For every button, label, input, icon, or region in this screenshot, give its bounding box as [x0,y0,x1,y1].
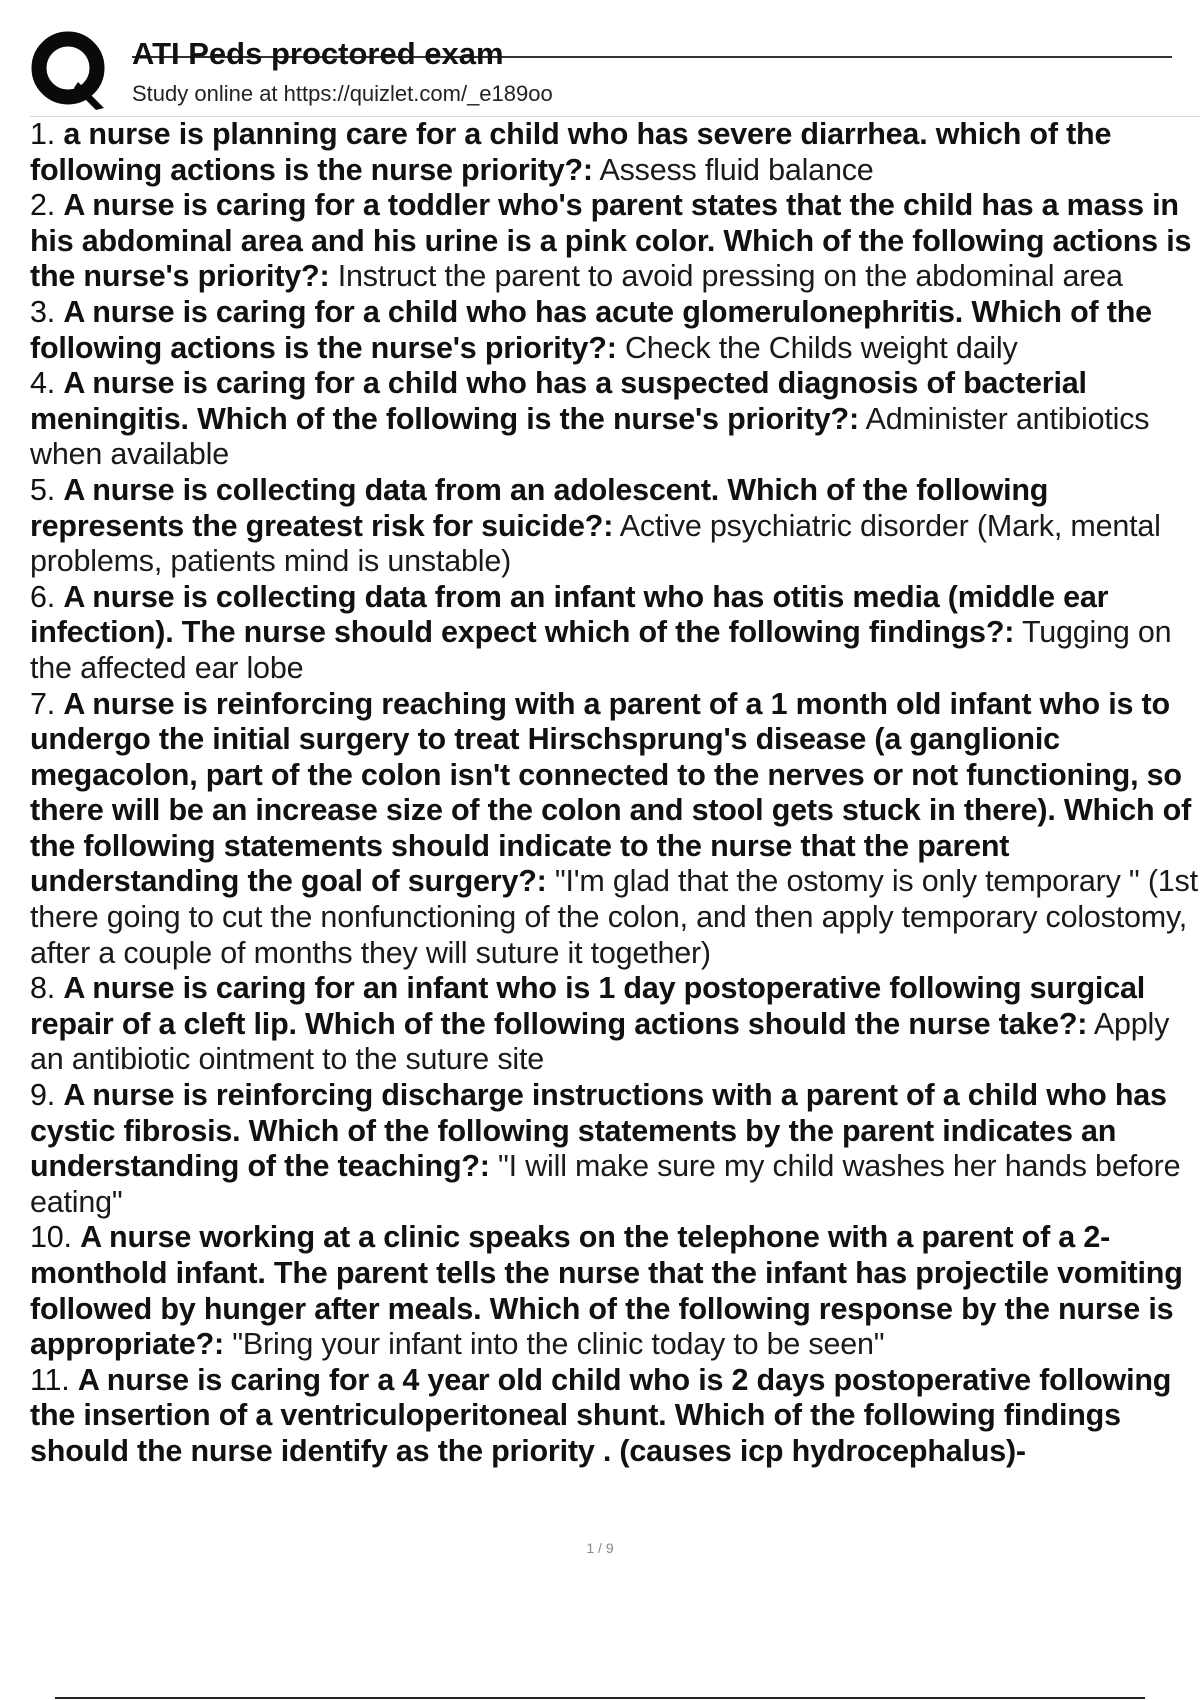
question-item-3 [30,295,1200,366]
question-number: 6. [30,579,56,614]
question-text: A nurse is reinforcing discharge instructions with a parent of a child who has cystic fibrosis. Which of the following statements by the parent indicates an understanding of the teaching?: [30,1078,1167,1184]
answer-text: Assess fluid balance [599,152,874,187]
question-text: A nurse is caring for a 4 year old child who is 2 days postoperative following the insertion of a ventriculoperitoneal shunt. Which of the following findings should the nurse identify as the priority . (causes icp hydrocephalus)- [30,1362,1172,1468]
question-item-4 [30,366,1200,473]
document-title: ATI Peds proctored exam [132,36,504,71]
answer-text: Check the Childs weight daily [624,330,1018,365]
page-header [30,28,1200,118]
question-number: 2. [30,188,56,223]
question-item-7 [30,687,1200,972]
question-text: A nurse is reinforcing reaching with a parent of a 1 month old infant who is to undergo the initial surgery to treat Hirschsprung's disease (a ganglionic megacolon, part of the colon isn't connected to the nerves or not functioning, so there will be an increase size of the colon and stool gets stuck in there). Which of the following statements should indicate to the nurse that the parent understanding the goal of surgery?: [30,686,1192,899]
question-text: A nurse is collecting data from an adolescent. Which of the following represents the greatest risk for suicide?: [30,472,1049,543]
question-number: 1. [30,117,56,151]
answer-text: Instruct the parent to avoid pressing on the abdominal area [337,259,1123,294]
question-text: A nurse is collecting data from an infant who has otitis media (middle ear infection). The nurse should expect which of the following findings?: [30,579,1109,650]
question-item-6 [30,580,1200,687]
question-item-11 [30,1363,1200,1470]
question-text: A nurse working at a clinic speaks on the telephone with a parent of a 2-monthold infant. The parent tells the nurse that the infant has projectile vomiting followed by hunger after meals. Which of the following response by the nurse is appropriate?: [30,1220,1183,1362]
page-number: 1 / 9 [586,1540,614,1556]
study-online-link[interactable]: Study online at https://quizlet.com/_e189oo [132,81,553,106]
question-text: A nurse is caring for a toddler who's parent states that the child has a mass in his abdominal area and his urine is a pink color. Which of the following actions is the nurse's priority?: [30,188,1192,294]
answer-text: "I will make sure my child washes her hands before eating" [30,1149,1181,1219]
question-text: A nurse is caring for a child who has a suspected diagnosis of bacterial meningitis. Which of the following is the nurse's priority?: [30,366,1087,436]
page-bottom-divider [55,1697,1145,1699]
quizlet-logo-icon [30,30,112,112]
question-item-9 [30,1078,1200,1220]
question-text: a nurse is planning care for a child who has severe diarrhea. which of the following actions is the nurse priority?: [30,117,1112,187]
question-number: 3. [30,294,56,329]
question-number: 4. [30,366,56,401]
answer-text: "I'm glad that the ostomy is only temporary " (1st there going to cut the nonfunctioning of the colon, and then apply temporary colostomy, after a couple of months they will suture it together) [30,864,1198,970]
question-item-5 [30,473,1200,580]
answer-text: Tugging on the affected ear lobe [30,615,1172,685]
question-item-1 [30,117,1200,188]
question-number: 9. [30,1078,56,1113]
question-number: 11. [30,1362,70,1397]
answer-text: Active psychiatric disorder (Mark, mental problems, patients mind is unstable) [30,508,1161,579]
answer-text: Apply an antibiotic ointment to the suture site [30,1006,1170,1077]
question-item-2 [30,188,1200,295]
question-text: A nurse is caring for an infant who is 1 day postoperative following surgical repair of a cleft lip. Which of the following actions should the nurse take?: [30,971,1145,1041]
question-text: A nurse is caring for a child who has acute glomerulonephritis. Which of the following actions is the nurse's priority?: [30,294,1152,365]
answer-text: "Bring your infant into the clinic today to be seen" [232,1327,885,1362]
answer-text: Administer antibiotics when available [30,401,1150,472]
question-item-10 [30,1220,1200,1362]
question-number: 7. [30,686,56,721]
question-list [30,117,1200,1470]
question-number: 5. [30,472,56,507]
question-item-8 [30,971,1200,1078]
question-number: 8. [30,971,56,1006]
question-number: 10. [30,1220,72,1255]
